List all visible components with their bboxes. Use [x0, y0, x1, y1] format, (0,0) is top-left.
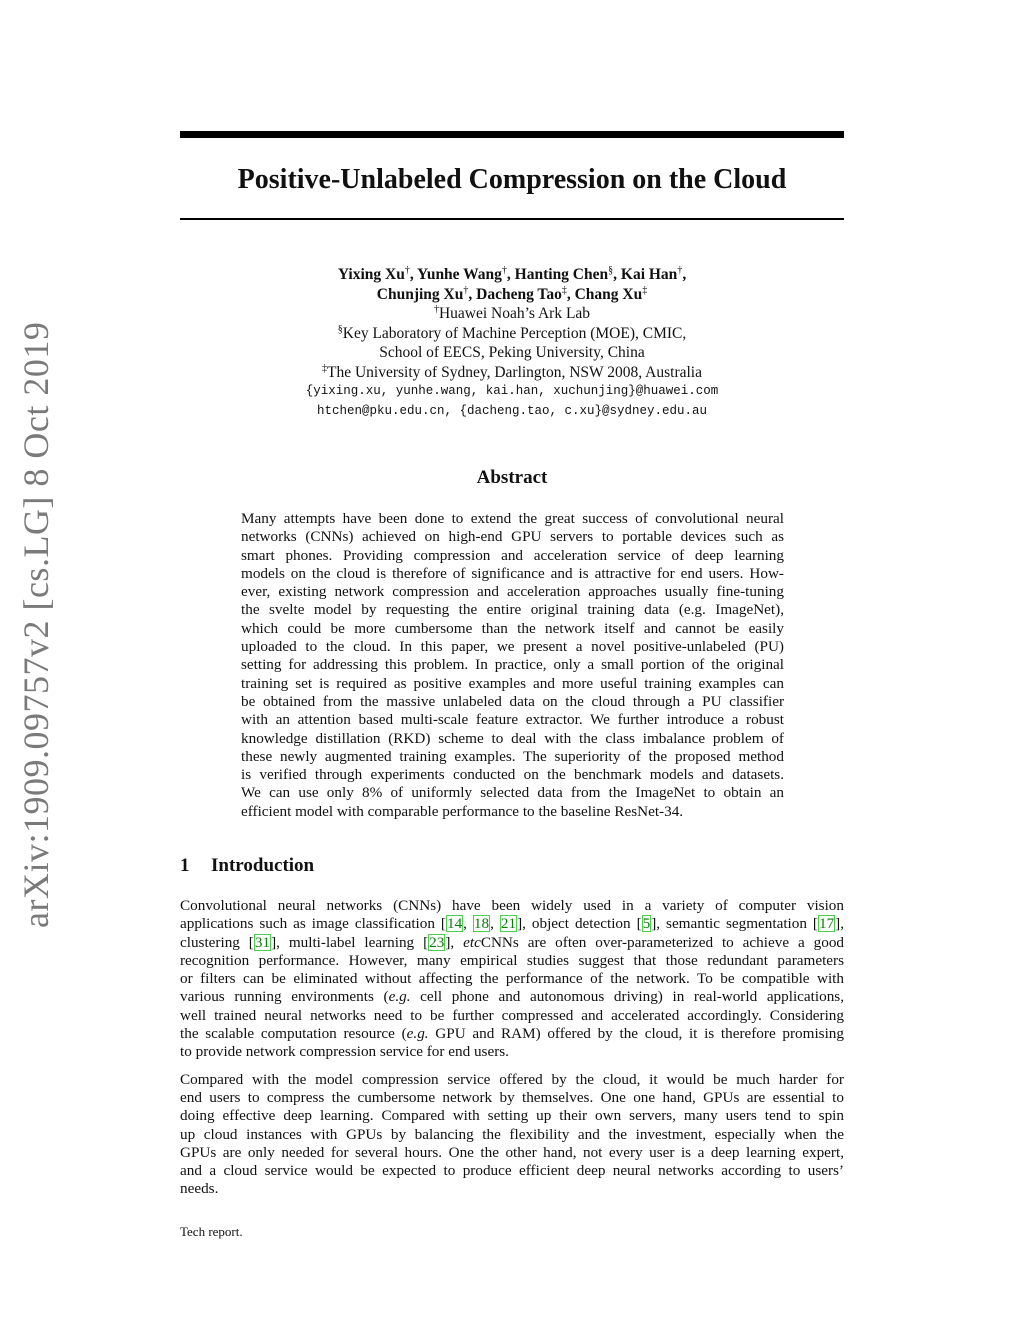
author-separator: , — [506, 266, 515, 283]
text-segment: various running environments ( — [180, 988, 389, 1006]
author-name: Chunjing Xu — [376, 285, 464, 303]
text-line: well trained neural networks need to be further compressed and accelerated accordingly. Considering — [180, 1006, 844, 1024]
text-line — [180, 988, 844, 1006]
section-number: 1 — [180, 855, 190, 876]
text-line — [180, 934, 844, 952]
text-segment: applications such as image classification [ — [180, 915, 446, 933]
affiliation-text: Key Laboratory of Machine Perception (MOE), CMIC, — [342, 324, 687, 342]
citation-link[interactable]: 31 — [254, 933, 271, 951]
section-heading-introduction — [180, 854, 844, 878]
text-segment: the scalable computation resource ( — [180, 1025, 407, 1043]
author-separator: , — [409, 266, 418, 283]
citation-link[interactable]: 5 — [642, 915, 651, 933]
text-line: end users to compress the cumbersome network by themselves. One one hand, GPUs are essential to — [180, 1088, 844, 1106]
author-name: Yunhe Wang — [417, 266, 502, 283]
text-line: Many attempts have been done to extend the great success of convolutional neural — [241, 510, 784, 527]
affiliation-mark: ‡ — [642, 284, 648, 296]
affiliation-line — [180, 304, 844, 324]
introduction-body — [180, 897, 844, 1199]
author-separator: , — [613, 266, 621, 283]
footnote: Tech report. — [180, 1224, 243, 1239]
text-line: to provide network compression service for end users. — [180, 1043, 509, 1061]
paper-title: Positive-Unlabeled Compression on the Cloud — [237, 164, 787, 195]
text-line: Convolutional neural networks (CNNs) have been widely used in a variety of computer vision — [180, 897, 844, 914]
italic-text: e.g. — [388, 988, 411, 1006]
abstract-paragraph — [241, 510, 784, 821]
affiliation-mark: § — [608, 264, 614, 276]
author-line-1 — [180, 265, 844, 285]
affiliation-mark: † — [404, 264, 410, 276]
text-line: training set is required as positive examples and more useful training examples can — [241, 674, 784, 692]
text-line: recognition performance. However, many empirical studies suggest that those redundant parameters — [180, 951, 844, 969]
text-line: smart phones. Providing compression and acceleration service of deep learning — [241, 546, 784, 564]
italic-text: e.g. — [406, 1025, 429, 1043]
text-line: Compared with the model compression service offered by the cloud, it would be much harder for — [180, 1070, 844, 1088]
text-segment: CNNs are often over-parameterized to achieve a good — [480, 933, 845, 951]
author-name: Kai Han — [620, 266, 678, 283]
text-segment: cell phone and autonomous driving) in real-world applications, — [410, 988, 844, 1006]
text-line: be obtained from the massive unlabeled data on the cloud through a PU classifier — [241, 692, 784, 710]
affiliation-text: School of EECS, Peking University, China — [379, 344, 645, 361]
text-line: and a cloud service would be expected to produce efficient deep neural networks according to users’ — [180, 1162, 844, 1180]
text-line — [180, 1025, 844, 1043]
text-line: efficient model with comparable performance to the baseline ResNet-34. — [241, 802, 684, 820]
text-line: We can use only 8% of uniformly selected data from the ImageNet to obtain an — [241, 784, 784, 802]
affiliation-mark: † — [463, 284, 469, 296]
text-line: up cloud instances with GPUs by balancing the flexibility and the investment, especially when the — [180, 1125, 844, 1143]
text-line: uploaded to the cloud. In this paper, we present a novel positive-unlabeled (PU) — [241, 638, 784, 656]
citation-link[interactable]: 17 — [818, 915, 835, 933]
email-line: {yixing.xu, yunhe.wang, kai.han, xuchunjing}@huawei.com — [305, 384, 719, 398]
affiliation-line — [180, 324, 844, 344]
introduction-paragraph-2 — [180, 1071, 844, 1199]
email-line: htchen@pku.edu.cn, {dacheng.tao, c.xu}@sydney.edu.au — [316, 403, 708, 418]
text-line: is verified through experiments conducted on the benchmark models and datasets. — [241, 766, 784, 784]
text-line: applications such as image classification [14, 18, 21], object detection [5], semantic segmentation [17], — [180, 915, 845, 933]
affiliation-line — [180, 343, 844, 363]
text-segment: ], multi-label learning [ — [271, 933, 429, 951]
text-line: GPUs are only needed for several hours. One the other hand, not every user is a deep learning expert, — [180, 1143, 844, 1161]
text-line: which could be more cumbersome than the network itself and cannot be easily — [241, 619, 784, 637]
text-line: with an attention based multi-scale feature extractor. We further introduce a robust — [241, 711, 784, 729]
author-name: Chang Xu — [574, 285, 643, 303]
text-line: setting for addressing this problem. In practice, only a small portion of the original — [241, 656, 784, 674]
citation-link[interactable]: 14 — [446, 915, 463, 933]
text-line: or filters can be eliminated without affecting the performance of the network. To be compatible with — [180, 970, 844, 988]
title-top-rule — [180, 131, 844, 138]
text-segment: GPU and RAM) offered by the cloud, it is therefore promising — [428, 1025, 844, 1043]
author-block — [180, 265, 844, 421]
author-name: Hanting Chen — [514, 266, 609, 283]
affiliation-mark: † — [677, 264, 683, 276]
author-separator: , — [682, 266, 687, 283]
citation-link[interactable]: 18 — [473, 915, 490, 933]
affiliation-mark: † — [501, 264, 507, 276]
affiliation-text: Huawei Noah’s Ark Lab — [438, 305, 591, 322]
abstract-body — [241, 510, 784, 821]
abstract-heading: Abstract — [476, 467, 548, 488]
text-line: networks (CNNs) achieved on high-end GPU servers to portable devices such as — [241, 528, 784, 546]
text-line: needs. — [180, 1180, 219, 1198]
text-segment: ], — [445, 933, 464, 951]
citation-link[interactable]: 23 — [429, 933, 445, 951]
text-segment: ], semantic segmentation [ — [651, 915, 818, 933]
affiliation-mark: ‡ — [561, 284, 567, 296]
citation-link[interactable]: 21 — [500, 915, 517, 933]
text-segment: ], — [835, 915, 845, 933]
text-segment: clustering [ — [180, 933, 254, 951]
text-segment: ], object detection [ — [517, 915, 642, 933]
affiliation-mark: § — [337, 323, 343, 335]
section-title: Introduction — [211, 855, 315, 876]
affiliation-mark: † — [433, 303, 439, 315]
affiliation-text: The University of Sydney, Darlington, NSW 2008, Australia — [327, 363, 702, 381]
author-separator: , — [468, 285, 477, 303]
author-separator: , — [566, 285, 575, 303]
text-line: models on the cloud is therefore of significance and is attractive for end users. How- — [241, 564, 784, 582]
text-line: knowledge distillation (RKD) scheme to deal with the class imbalance problem of — [241, 729, 784, 747]
author-name: Yixing Xu — [337, 266, 405, 283]
arxiv-identifier-stamp: arXiv:1909.09757v2 [cs.LG] 8 Oct 2019 — [16, 321, 56, 928]
author-name: Dacheng Tao — [476, 285, 562, 303]
affiliation-mark: ‡ — [322, 362, 328, 374]
title-bottom-rule — [180, 218, 844, 220]
text-line: these newly augmented training examples. The superiority of the proposed method — [241, 747, 784, 765]
text-line: doing effective deep learning. Compared with setting up their own servers, many users tend to spin — [180, 1107, 844, 1125]
introduction-paragraph-1 — [180, 897, 844, 1062]
text-line: the svelte model by requesting the entire original training data (e.g. ImageNet), — [241, 601, 784, 619]
italic-text: etc — [463, 933, 481, 951]
affiliation-line — [180, 363, 844, 383]
author-line-2 — [180, 285, 844, 305]
text-line: ever, existing network compression and acceleration approaches usually fine-tuning — [241, 583, 784, 601]
